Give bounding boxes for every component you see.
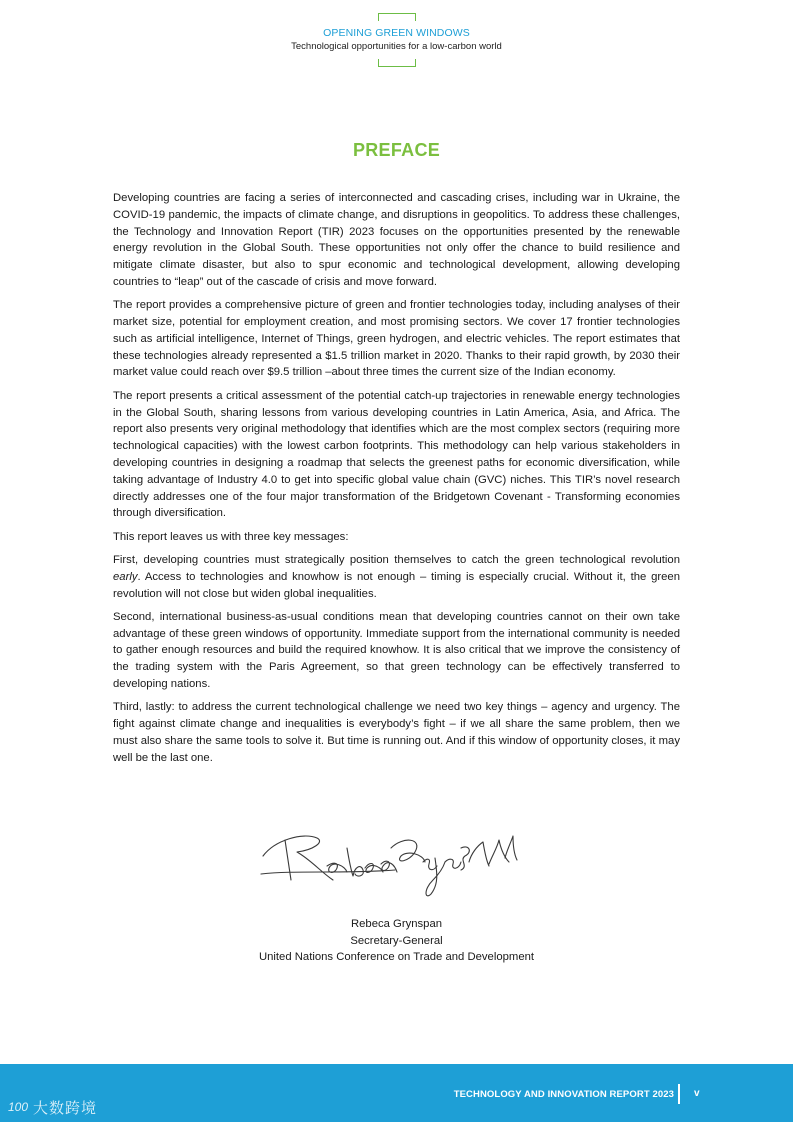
signatory-name: Rebeca Grynspan <box>350 918 443 930</box>
header-bracket-top <box>378 13 416 21</box>
header-subtitle: Technological opportunities for a low-carbon world <box>291 41 502 52</box>
watermark-logo-icon: 100 <box>8 1100 29 1114</box>
signature-image <box>255 818 525 906</box>
signatory-organization: United Nations Conference on Trade and Development <box>258 951 535 963</box>
header-box <box>285 13 508 59</box>
key-message-2: Second, international business-as-usual conditions mean that developing countries cannot on their own take advantage of these green windows of opportunity. Immediate support from the international community is needed to gather enough resources and build the required knowhow. It is also critical that we improve the consistency of the trading system with the Paris Agreement, so that green technology can be effectively transferred to developing nations. <box>113 610 680 691</box>
header-title: OPENING GREEN WINDOWS <box>323 27 470 39</box>
paragraph-2: The report provides a comprehensive picture of green and frontier technologies today, including analyses of their market size, potential for employment creation, and most promising sectors. We cover 17 frontier technologies such as artificial intelligence, Internet of Things, green hydrogen, and electric vehicles. The report estimates that these technologies already represented a $1.5 trillion market in 2020. Thanks to their rapid growth, by 2030 their market value could reach over $9.5 trillion –about three times the current size of the Indian economy. <box>113 299 680 379</box>
signatory-block <box>0 916 793 966</box>
header-bracket-bottom <box>378 59 416 67</box>
page-number: v <box>694 1088 700 1099</box>
footer-bar <box>0 1064 793 1122</box>
paragraph-1: Developing countries are facing a series of interconnected and cascading crises, including war in Ukraine, the COVID-19 pandemic, the impacts of climate change, and disruptions in geopolitics. To address these challenges, the Technology and Innovation Report (TIR) 2023 focuses on the opportunities presented by the renewable energy revolution in the Global South. These opportunities not only offer the chance to build resilience and mitigate climate disaster, but also to spur economic and technological development, allowing developing countries to “leap” out of the cascade of crisis and move forward. <box>113 192 680 288</box>
watermark-text: 大数跨境 <box>33 1099 98 1117</box>
footer-report-name: TECHNOLOGY AND INNOVATION REPORT 2023 <box>453 1089 674 1100</box>
preface-body <box>113 190 680 773</box>
page-title: PREFACE <box>352 140 441 160</box>
signatory-position: Secretary-General <box>350 934 443 947</box>
running-header <box>0 13 793 59</box>
key-message-1-start: First, developing countries must strategically position themselves to catch the green technological revolution <box>113 553 680 566</box>
key-message-3: Third, lastly: to address the current technological challenge we need two key things – agency and urgency. The fight against climate change and inequalities is everybody’s fight – if we all share the same problem, then we must also share the same tools to solve it. But time is running out. And if this window of opportunity closes, it may well be the last one. <box>113 701 680 764</box>
watermark <box>8 1097 97 1117</box>
key-message-1-emphasis: early <box>113 570 138 583</box>
key-message-1-end: . Access to technologies and knowhow is not enough – timing is especially crucial. Without it, the green revolution will not close but widen global inequalities. <box>113 570 680 600</box>
footer-divider <box>678 1084 680 1104</box>
paragraph-3: The report presents a critical assessment of the potential catch-up trajectories in renewable energy technologies in the Global South, sharing lessons from various developing countries in Latin America, Asia, and Africa. The report also presents very original methodology that identifies which are the most complex sectors (requiring more technological capacities) with the lowest carbon footprints. This methodology can help various stakeholders in developing countries in designing a roadmap that selects the greenest paths for economic diversification, while taking advantage of Industry 4.0 to get into specific global value chain (GVC) niches. This TIR’s novel research directly addresses one of the four major transformation of the Bridgetown Covenant - Transforming economies through diversification. <box>113 389 680 520</box>
paragraph-4: This report leaves us with three key messages: <box>113 530 349 543</box>
key-message-1 <box>113 552 680 602</box>
